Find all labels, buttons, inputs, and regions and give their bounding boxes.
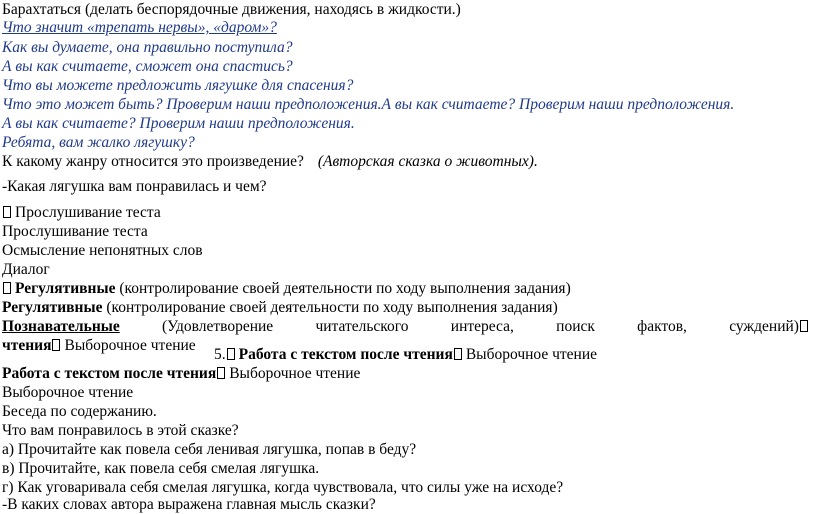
genre-question: К какому жанру относится это произведение? [2,153,304,170]
task-line: в) Прочитайте, как повела себя смелая лягушка. [2,460,320,477]
question-line: Что значит «трепать нервы», «даром»? [2,19,277,36]
reading-heading: чтения [2,337,52,354]
text-line: Диалог [2,261,50,278]
cognitive-word: интереса, [450,318,514,335]
regulatory-bullet-line [2,279,571,298]
question-line: А вы как считаете, сможет она спастись? [2,58,293,75]
missing-glyph-icon [227,348,235,360]
regulatory-heading: Регулятивные [2,299,103,316]
question-line: Что вы можете предложить лягушке для спасения? [2,77,354,94]
question-line: Что это может быть? Проверим наши предположения.А вы как считаете? Проверим наши предположения. [2,96,735,113]
text-line: Беседа по содержанию. [2,403,157,420]
missing-glyph-icon [800,320,808,332]
cognitive-line [2,317,812,336]
cognitive-word: читательского [315,318,409,335]
vocab-line: Барахтаться (делать беспорядочные движения, находясь в жидкости.) [2,1,461,18]
missing-glyph-icon [3,206,11,218]
frog-question-line: -Какая лягушка вам понравилась и чем? [2,178,267,195]
cognitive-word: поиск [556,318,595,335]
section-heading [2,364,360,383]
text-line: Что вам понравилось в этой сказке? [2,422,239,439]
text-line: Прослушивание теста [2,223,148,240]
missing-glyph-icon [52,339,60,351]
missing-glyph-icon [217,367,225,379]
genre-question-line [2,152,538,171]
cognitive-word: фактов, [637,318,687,335]
missing-glyph-icon [3,282,11,294]
regulatory-line [2,298,558,317]
cognitive-heading: Познавательные [2,318,120,335]
bullet-line [2,203,161,222]
question-line: Ребята, вам жалко лягушку? [2,134,195,151]
question-line: А вы как считаете? Проверим наши предположения. [2,115,355,132]
section-title: Работа с текстом после чтения [238,346,453,363]
reading-text: Выборочное чтение [64,337,196,354]
regulatory-text: (контролирование своей деятельности по ходу выполнения задания) [106,299,558,316]
section-title: Работа с текстом после чтения [2,365,217,382]
regulatory-text: (контролирование своей деятельности по ходу выполнения задания) [119,280,571,297]
regulatory-heading: Регулятивные [15,280,116,297]
bullet-text: Прослушивание теста [15,204,161,221]
cognitive-word: (Удовлетворение [162,318,274,335]
question-line: Как вы думаете, она правильно поступила? [2,39,293,56]
text-line: Выборочное чтение [2,384,134,401]
task-line: -В каких словах автора выражена главная мысль сказки? [2,496,376,513]
section-subtitle: Выборочное чтение [465,346,598,363]
task-line: г) Как уговаривала себя смелая лягушка, когда чувствовала, что силы уже на исходе? [2,479,564,496]
cognitive-word-end: суждений) [729,317,812,336]
text-line: Осмысление непонятных слов [2,242,203,259]
task-line: а) Прочитайте как повела себя ленивая лягушка, попав в беду? [2,441,417,458]
section-heading-centered [214,345,597,364]
missing-glyph-icon [454,348,462,360]
section-subtitle: Выборочное чтение [229,365,361,382]
genre-answer: (Авторская сказка о животных). [317,153,538,170]
section-number: 5. [214,346,226,363]
reading-line [2,336,196,355]
